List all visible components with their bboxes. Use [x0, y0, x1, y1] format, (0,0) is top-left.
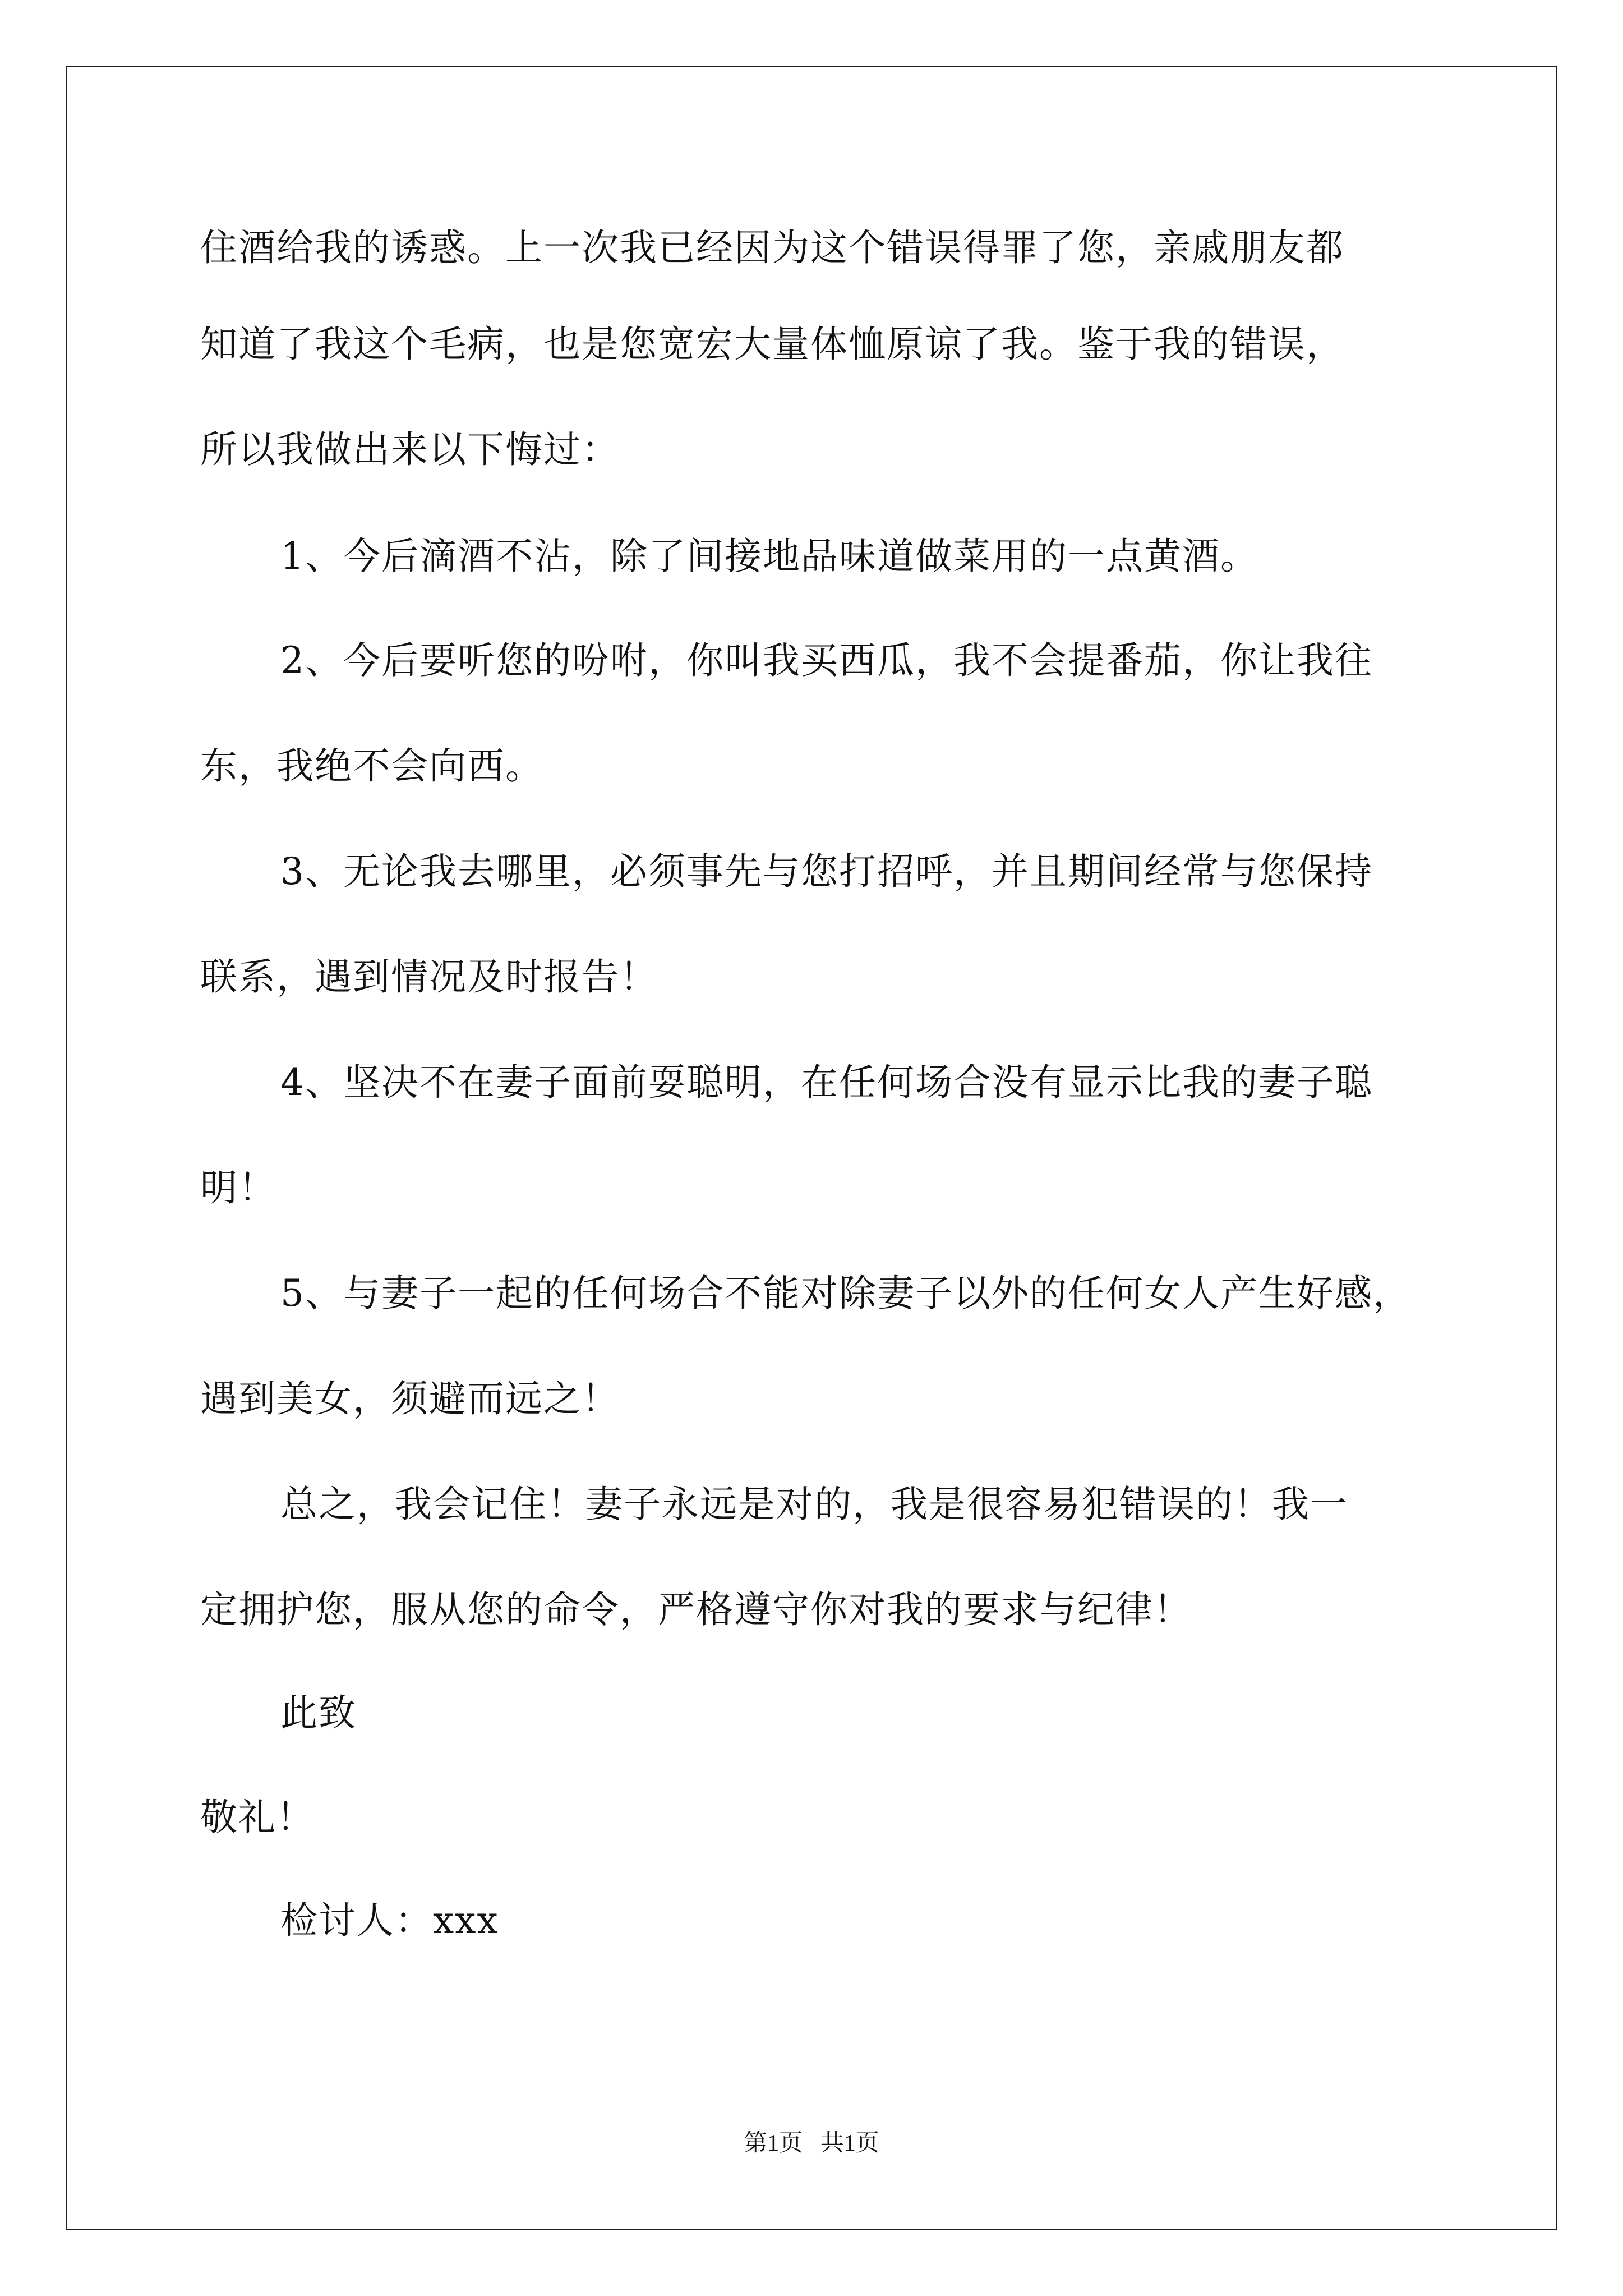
numbered-item-2: 2、今后要听您的吩咐，你叫我买西瓜，我不会提番茄，你让我往	[280, 639, 1373, 682]
closing-salutation: 此致	[280, 1691, 357, 1734]
conclusion-paragraph: 总之，我会记住！妻子永远是对的，我是很容易犯错误的！我一	[280, 1483, 1348, 1526]
body-text-line: 联系，遇到情况及时报告！	[200, 955, 658, 999]
closing-regards: 敬礼！	[200, 1796, 315, 1839]
body-text-line: 知道了我这个毛病，也是您宽宏大量体恤原谅了我。鉴于我的错误，	[200, 323, 1344, 366]
numbered-item-5: 5、与妻子一起的任何场合不能对除妻子以外的任何女人产生好感，	[280, 1272, 1411, 1315]
body-text-line: 定拥护您，服从您的命令，严格遵守你对我的要求与纪律！	[200, 1588, 1192, 1631]
body-text-line: 住酒给我的诱惑。上一次我已经因为这个错误得罪了您，亲戚朋友都	[200, 226, 1344, 269]
page-footer: 第1页 共1页	[744, 2131, 879, 2156]
body-text-line: 明！	[200, 1166, 276, 1209]
numbered-item-1: 1、今后滴酒不沾，除了间接地品味道做菜用的一点黄酒。	[280, 535, 1258, 578]
body-text-line: 遇到美女，须避而远之！	[200, 1377, 620, 1420]
body-text-line: 所以我做出来以下悔过：	[200, 428, 620, 471]
numbered-item-4: 4、坚决不在妻子面前耍聪明，在任何场合没有显示比我的妻子聪	[280, 1061, 1373, 1104]
body-text-line: 东，我绝不会向西。	[200, 744, 543, 788]
numbered-item-3: 3、无论我去哪里，必须事先与您打招呼，并且期间经常与您保持	[280, 850, 1373, 893]
signature-line: 检讨人：xxx	[280, 1899, 499, 1942]
